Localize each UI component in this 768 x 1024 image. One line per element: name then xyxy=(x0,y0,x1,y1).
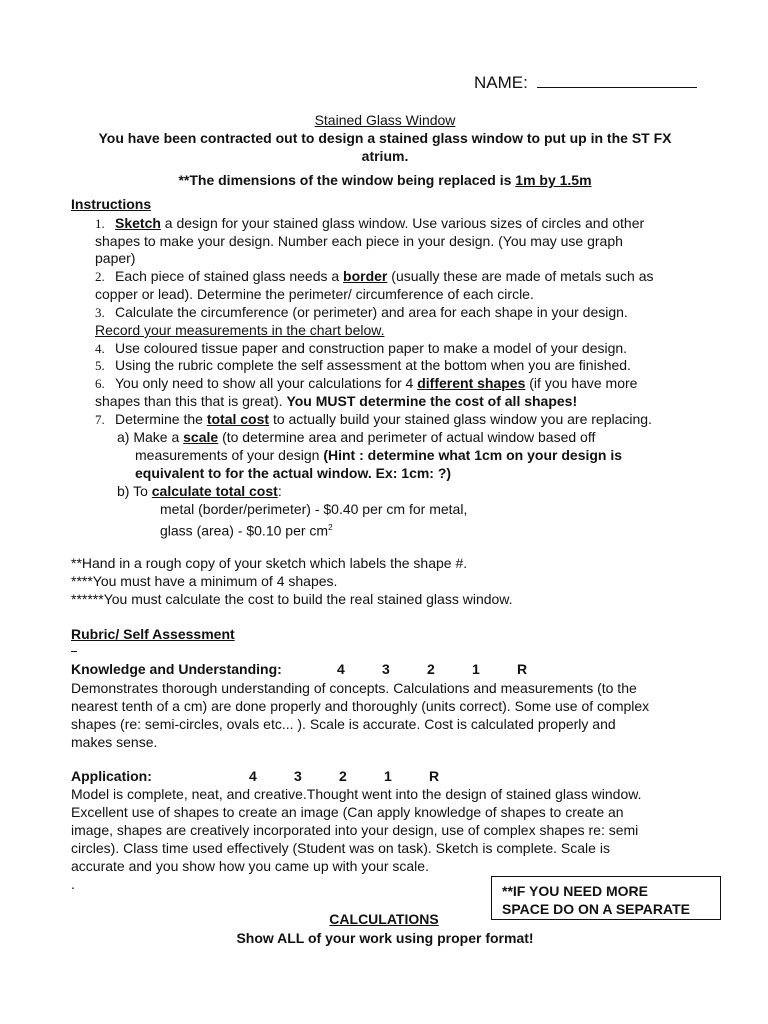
dimensions-line xyxy=(60,172,710,190)
ku-score-1[interactable]: 1 xyxy=(472,661,480,677)
subitem-a-line-3: equivalent to for the actual window. Ex: 1cm: ?) xyxy=(135,465,452,481)
subitem-b-bold: calculate total cost xyxy=(151,483,278,499)
ku-desc-line-3: shapes (re: semi-circles, ovals etc... ). Scale is accurate. Cost is calculated properly and xyxy=(71,716,616,732)
ku-score-r[interactable]: R xyxy=(517,661,528,677)
instruction-1-line-3: paper) xyxy=(95,250,136,266)
subitem-a xyxy=(117,429,595,447)
subitem-a-line-2 xyxy=(135,447,622,465)
instruction-6-bold: different shapes xyxy=(417,375,526,391)
dimensions-value: 1m by 1.5m xyxy=(515,172,592,188)
instruction-1-text: a design for your stained glass window. Use various sizes of circles and other xyxy=(160,215,645,231)
ku-desc-line-2: nearest tenth of a cm) are done properly and thoroughly (units correct). Some use of complex xyxy=(71,698,650,714)
instruction-3-number: 3. xyxy=(95,305,105,320)
note-2: ****You must have a minimum of 4 shapes. xyxy=(71,573,338,589)
instruction-6-pre: You only need to show all your calculations for 4 xyxy=(115,375,418,391)
calculations-heading: CALCULATIONS xyxy=(329,911,439,927)
instruction-6-text: (if you have more xyxy=(525,375,638,391)
instruction-2 xyxy=(95,268,654,286)
cost-glass-text: glass (area) - $0.10 per cm xyxy=(160,522,329,539)
instruction-6 xyxy=(95,375,637,393)
ku-desc-line-1: Demonstrates thorough understanding of concepts. Calculations and measurements (to the xyxy=(71,680,637,696)
ku-score-3[interactable]: 3 xyxy=(382,661,390,677)
calculations-subheading: Show ALL of your work using proper format! xyxy=(236,930,534,946)
cost-glass xyxy=(160,519,333,540)
instruction-2-pre: Each piece of stained glass needs a xyxy=(115,268,344,284)
instruction-4-text: Use coloured tissue paper and construction paper to make a model of your design. xyxy=(115,340,628,356)
cost-metal: metal (border/perimeter) - $0.40 per cm for metal, xyxy=(160,501,468,517)
subitem-b-pre: b) To xyxy=(117,483,152,499)
instruction-1-line-2: shapes to make your design. Number each piece in your design. (You may use graph xyxy=(95,233,623,249)
instruction-6-line-2-bold: You MUST determine the cost of all shapes! xyxy=(286,393,578,409)
instructions-heading: Instructions xyxy=(71,196,152,212)
stray-dot: . xyxy=(71,876,75,892)
intro-line-2: atrium. xyxy=(361,148,409,164)
app-desc-line-5: accurate and you show how you came up with your scale. xyxy=(71,858,429,874)
instruction-1-bold: Sketch xyxy=(115,215,161,231)
name-field[interactable] xyxy=(474,73,697,93)
ku-desc-line-4: makes sense. xyxy=(71,734,158,750)
instruction-3-line-2: Record your measurements in the chart below. xyxy=(95,322,385,338)
name-blank-line[interactable] xyxy=(537,73,697,88)
instruction-7-pre: Determine the xyxy=(115,411,207,427)
instruction-1 xyxy=(95,215,644,233)
cost-glass-superscript: 2 xyxy=(328,523,333,532)
instruction-7-number: 7. xyxy=(95,412,105,427)
subitem-a-bold: scale xyxy=(183,429,219,445)
subitem-a-line-2-bold: (Hint : determine what 1cm on your design is xyxy=(323,447,623,463)
note-1: **Hand in a rough copy of your sketch which labels the shape #. xyxy=(71,555,468,571)
app-desc-line-4: circles). Class time used effectively (Student was on task). Sketch is complete. Scale is xyxy=(71,840,610,856)
app-score-1[interactable]: 1 xyxy=(384,768,392,784)
note-box-line-1: **IF YOU NEED MORE xyxy=(502,883,648,899)
app-score-2[interactable]: 2 xyxy=(339,768,347,784)
app-desc-line-2: Excellent use of shapes to create an image (Can apply knowledge of shapes to create an xyxy=(71,804,624,820)
instruction-4 xyxy=(95,340,627,358)
application-label: Application: xyxy=(71,768,152,784)
app-desc-line-3: image, shapes are creatively incorporated into your design, use of complex shapes re: semi xyxy=(71,822,639,838)
subitem-a-line-2-text: measurements of your design xyxy=(135,447,324,463)
intro-line-1: You have been contracted out to design a stained glass window to put up in the ST FX xyxy=(98,130,672,146)
instruction-4-number: 4. xyxy=(95,341,105,356)
app-score-4[interactable]: 4 xyxy=(249,768,257,784)
subitem-b xyxy=(117,483,282,501)
instruction-3 xyxy=(95,304,628,322)
subitem-a-pre: a) Make a xyxy=(117,429,184,445)
subitem-b-text: : xyxy=(277,483,282,499)
rubric-divider-mark xyxy=(71,651,77,652)
instruction-5-text: Using the rubric complete the self assessment at the bottom when you are finished. xyxy=(115,357,631,373)
instruction-2-text: (usually these are made of metals such as xyxy=(387,268,654,284)
page-title: Stained Glass Window xyxy=(314,112,456,128)
note-box-line-2: SPACE DO ON A SEPARATE xyxy=(502,901,690,917)
instruction-6-line-2 xyxy=(95,393,577,411)
instruction-7-bold: total cost xyxy=(206,411,270,427)
note-box xyxy=(491,876,721,920)
note-3: ******You must calculate the cost to build the real stained glass window. xyxy=(71,591,513,607)
app-desc-line-1: Model is complete, neat, and creative.Thought went into the design of stained glass window. xyxy=(71,786,642,802)
instruction-6-line-2-text: shapes than this that is great). xyxy=(95,393,287,409)
instruction-5-number: 5. xyxy=(95,358,105,373)
instruction-5 xyxy=(95,357,631,375)
subitem-a-text: (to determine area and perimeter of actual window based off xyxy=(218,429,596,445)
instruction-7-text: to actually build your stained glass window you are replacing. xyxy=(269,411,652,427)
ku-scores xyxy=(337,661,537,679)
instruction-1-number: 1. xyxy=(95,216,105,231)
instruction-2-line-2: copper or lead). Determine the perimeter/ circumference of each circle. xyxy=(95,286,534,302)
rubric-heading: Rubric/ Self Assessment xyxy=(71,626,235,642)
ku-score-4[interactable]: 4 xyxy=(337,661,345,677)
instruction-2-bold: border xyxy=(343,268,388,284)
instruction-3-text: Calculate the circumference (or perimeter) and area for each shape in your design. xyxy=(115,304,628,320)
app-score-r[interactable]: R xyxy=(429,768,440,784)
instruction-2-number: 2. xyxy=(95,269,105,284)
name-label: NAME: xyxy=(474,73,528,92)
app-score-3[interactable]: 3 xyxy=(294,768,302,784)
ku-label: Knowledge and Understanding: xyxy=(71,661,282,677)
dimensions-prefix: **The dimensions of the window being replaced is xyxy=(178,172,516,188)
ku-score-2[interactable]: 2 xyxy=(427,661,435,677)
instruction-6-number: 6. xyxy=(95,376,105,391)
instruction-7 xyxy=(95,411,652,429)
application-scores xyxy=(249,768,449,786)
